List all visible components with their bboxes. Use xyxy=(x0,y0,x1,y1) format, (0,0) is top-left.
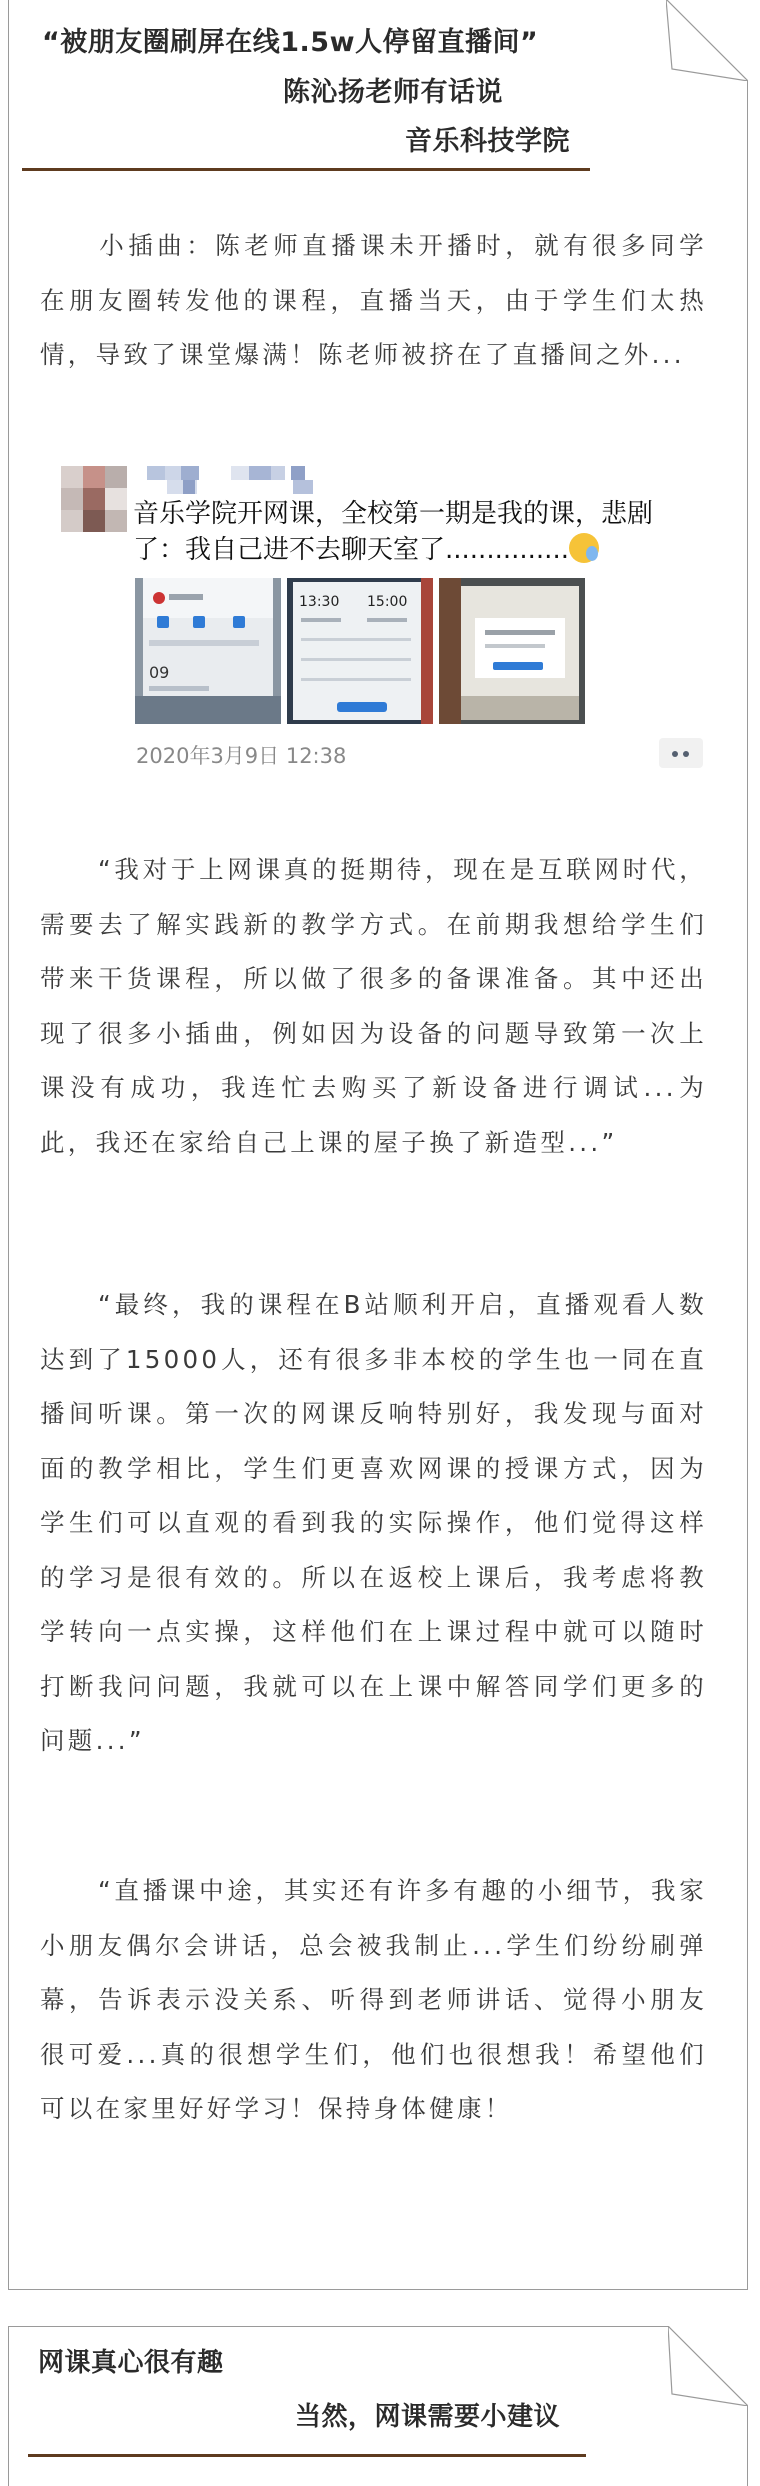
wechat-moment-post xyxy=(55,466,705,776)
moment-text-content: 音乐学院开网课，全校第一期是我的课，悲剧了：我自己进不去聊天室了............... xyxy=(133,499,654,565)
paragraph-quote-2 xyxy=(40,1278,707,1769)
thumb1-time: 09 xyxy=(149,663,170,682)
title-underline xyxy=(22,168,590,171)
more-options-button[interactable] xyxy=(659,738,703,768)
headline-line-1: “被朋友圈刷屏在线1.5w人停留直播间” xyxy=(42,27,539,58)
section-title-line-2: 当然，网课需要小建议 xyxy=(295,2402,561,2432)
section-title-line-1: 网课真心很有趣 xyxy=(38,2348,224,2378)
moment-date: 2020年3月9日 12:38 xyxy=(136,744,347,768)
paragraph-quote-3 xyxy=(40,1864,707,2137)
paragraph-quote-1 xyxy=(40,843,707,1170)
paragraph-quote-2-text: “最终，我的课程在B站顺利开启，直播观看人数达到了15000人，还有很多非本校的学生也一同在直播间听课。第一次的网课反响特别好，我发现与面对面的教学相比，学生们更喜欢网课的授课方式，因为学生们可以直观的看到我的实际操作，他们觉得这样的学习是很有效的。所以在返校上课后，我考虑将教学转向一点实操，这样他们在上课过程中就可以随时打断我问问题，我就可以在上课中解答同学们更多的问题...” xyxy=(40,1290,707,1755)
headline-line-3: 音乐科技学院 xyxy=(405,126,570,157)
moment-text xyxy=(133,496,703,568)
paragraph-intro xyxy=(40,219,707,383)
moment-image-3[interactable] xyxy=(439,578,585,724)
sweat-smile-emoji-icon xyxy=(569,533,599,563)
section-title-underline xyxy=(28,2454,586,2457)
moment-image-2[interactable] xyxy=(287,578,433,724)
paragraph-quote-3-text: “直播课中途，其实还有许多有趣的小细节，我家小朋友偶尔会讲话，总会被我制止...学生们纷纷刷弹幕，告诉表示没关系、听得到老师讲话、觉得小朋友很可爱...真的很想学生们，他们也很想我！希望他们可以在家里好好学习！保持身体健康！ xyxy=(40,1876,707,2123)
moment-image-1[interactable] xyxy=(135,578,281,724)
svg-text:15:00: 15:00 xyxy=(367,594,408,610)
paragraph-quote-1-text: “我对于上网课真的挺期待，现在是互联网时代，需要去了解实践新的教学方式。在前期我想给学生们带来干货课程，所以做了很多的备课准备。其中还出现了很多小插曲，例如因为设备的问题导致第一次上课没有成功，我连忙去购买了新设备进行调试...为此，我还在家给自己上课的屋子换了新造型...” xyxy=(40,855,707,1157)
dot-icon xyxy=(683,751,689,757)
paragraph-intro-text: 小插曲：陈老师直播课未开播时，就有很多同学在朋友圈转发他的课程，直播当天，由于学生们太热情，导致了课堂爆满！陈老师被挤在了直播间之外... xyxy=(40,231,707,369)
avatar xyxy=(61,466,127,532)
dot-icon xyxy=(672,751,678,757)
svg-text:13:30: 13:30 xyxy=(299,594,340,610)
headline-line-2: 陈沁扬老师有话说 xyxy=(283,77,503,108)
